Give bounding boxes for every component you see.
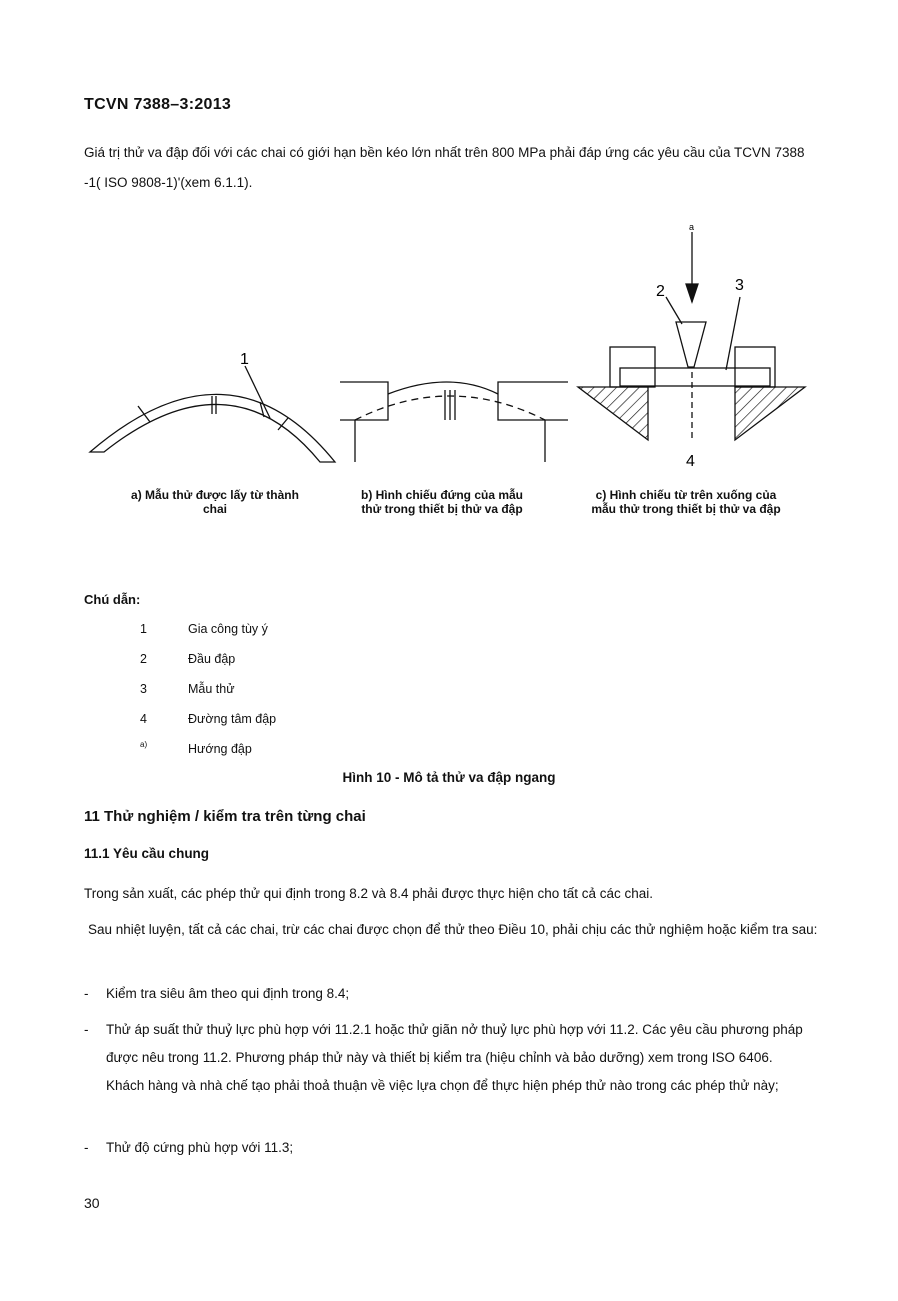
bullet-text: Kiểm tra siêu âm theo qui định trong 8.4; [106,986,350,1001]
diagram-b-front-view [340,382,568,462]
key-number: 2 [140,652,147,666]
key-text: Đầu đập [188,652,236,666]
caption-a: a) Mẫu thử được lấy từ thành chai [131,488,299,516]
caption-c: c) Hình chiếu từ trên xuống của mẫu thử trong thiết bị thử va đập [591,488,781,516]
key-number: 3 [140,682,147,696]
key-text: Mẫu thử [188,682,235,696]
key-item [140,704,276,734]
key-text: Đường tâm đập [188,712,277,726]
key-text: Hướng đập [188,742,252,756]
label-3: 3 [735,277,744,294]
diagram-c-top-view [578,232,805,442]
caption-b: b) Hình chiếu đứng của mẫu thử trong thiết bị thử va đập [360,488,524,516]
section-heading: 11 Thử nghiệm / kiểm tra trên từng chai [84,808,366,825]
figure-title: Hình 10 - Mô tả thử va đập ngang [342,770,556,785]
intro-paragraph: Giá trị thử va đập đối với các chai có giới hạn bền kéo lớn nhất trên 800 MPa phải đáp ứng các yêu cầu của TCVN 7388 -1( ISO 9808-1)'(xem 6.1.1). [84,145,805,190]
key-text: Gia công tùy ý [188,622,268,636]
label-1: 1 [240,351,249,368]
key-item [140,674,276,704]
paragraph: Trong sản xuất, các phép thử qui định trong 8.2 và 8.4 phải được thực hiện cho tất cả các chai. [84,886,654,901]
label-2: 2 [656,283,665,300]
bullet-marker: - [84,1022,89,1037]
bullet-item [84,1134,814,1162]
label-a: a [689,222,695,232]
bullet-text: Thử độ cứng phù hợp với 11.3; [106,1140,294,1155]
key-item [140,614,276,644]
document-code: TCVN 7388–3:2013 [84,96,232,113]
bullet-item [84,1016,814,1100]
bullet-item [84,980,814,1008]
bullet-text: Thử áp suất thử thuỷ lực phù hợp với 11.2.1 hoặc thử giãn nở thuỷ lực phù hợp với 11.2. Các yêu cầu phương pháp được nêu trong 11.2. Phương pháp thử này và thiết bị kiểm tra (hiệu chỉnh và bảo dưỡng) xem trong ISO 6406. Khách hàng và nhà chế tạo phải thoả thuận về việc lựa chọn để thực hiện phép thử nào trong các phép thử này; [106,1022,803,1093]
bullet-marker: - [84,986,89,1001]
key-list [140,614,276,764]
impact-test-figure [80,222,820,484]
label-4: 4 [686,453,695,470]
bullet-marker: - [84,1140,89,1155]
page-number: 30 [84,1195,100,1211]
key-title: Chú dẫn: [84,592,141,607]
subsection-heading: 11.1 Yêu cầu chung [84,846,210,861]
key-number: 1 [140,622,147,636]
key-number: a) [140,740,148,749]
key-item [140,644,276,674]
diagram-a-bottle-wall-specimen [90,366,335,462]
key-number: 4 [140,712,147,726]
paragraph: Sau nhiệt luyện, tất cả các chai, trừ các chai được chọn để thử theo Điều 10, phải chịu các thử nghiệm hoặc kiểm tra sau: [88,922,818,937]
key-item [140,734,276,764]
